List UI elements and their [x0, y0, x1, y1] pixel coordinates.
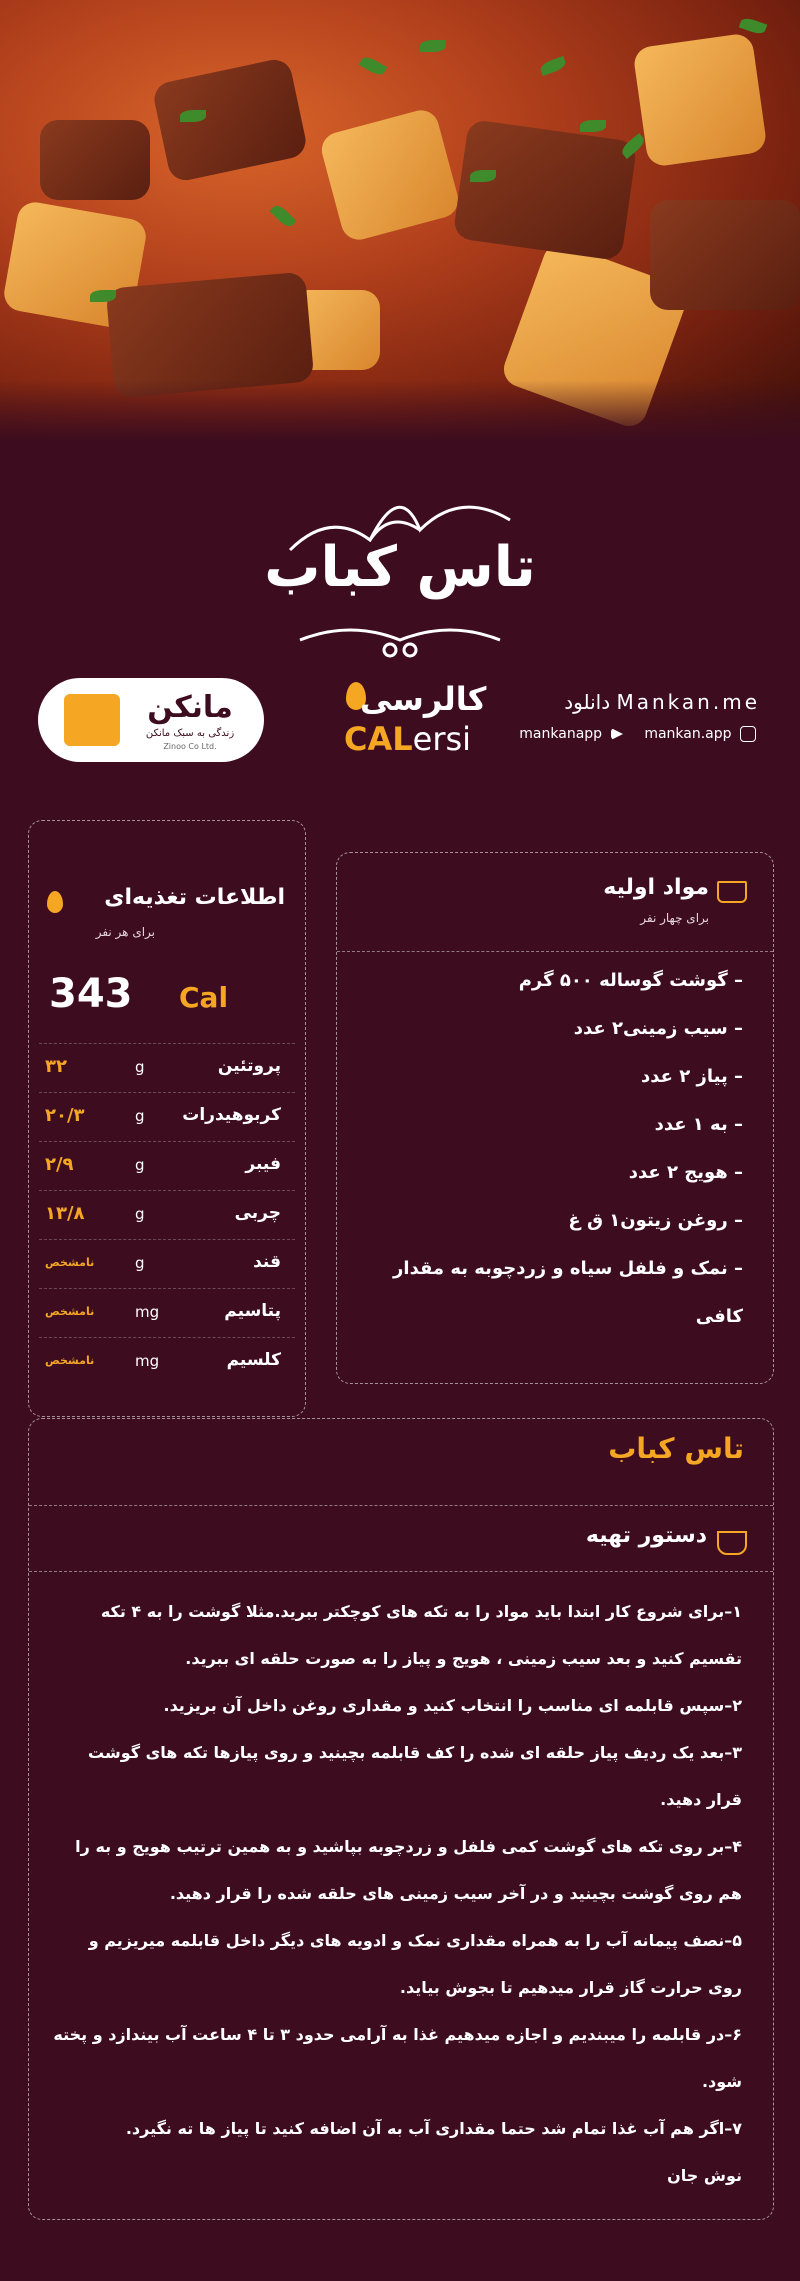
list-item: – نمک و فلفل سیاه و زردچوبه به مقدار کافی — [393, 1258, 743, 1327]
table-row — [39, 1141, 295, 1190]
download-info — [500, 690, 760, 742]
calersi-fa: کالرسی — [360, 680, 487, 718]
table-row — [39, 1239, 295, 1288]
mankan-ruler-icon — [64, 694, 120, 746]
nutrition-subtitle: برای هر نفر — [95, 925, 155, 939]
list-item: – به ۱ عدد — [654, 1114, 743, 1135]
recipe-step: ۶–در قابلمه را میبندیم و اجازه میدهیم غذا به آرامی حدود ۳ تا ۴ ساعت آب بیندازد و پخته شود. — [53, 2025, 742, 2091]
mankan-company: Zinoo Co Ltd. — [163, 742, 217, 751]
recipe-step: ۴–بر روی تکه های گوشت کمی فلفل و زردچوبه بپاشید و به همین ترتیب هویج و به را هم روی گوشت بچینید و در آخر سیب زمینی های حلقه شده را قرار دهید. — [75, 1837, 742, 1903]
recipe-steps — [52, 1588, 742, 2199]
nutrient-name: کربوهیدرات — [182, 1105, 281, 1125]
recipe-step: ۳–بعد یک ردیف پیاز حلقه ای شده را کف قابلمه بچینید و روی پیازها تکه های گوشت قرار دهید. — [88, 1743, 742, 1809]
recipe-step: ۵–نصف پیمانه آب را به همراه مقداری نمک و ادویه های دیگر داخل قابلمه میریزیم و روی حرارت گاز قرار میدهیم تا بجوش بیاید. — [88, 1931, 742, 1997]
nutrient-name: پروتئین — [217, 1056, 281, 1076]
table-row — [39, 1190, 295, 1239]
ingredients-title: مواد اولیه — [603, 875, 709, 900]
table-row — [39, 1337, 295, 1386]
nutrient-name: پتاسیم — [224, 1301, 281, 1321]
table-row — [39, 1288, 295, 1337]
list-item: – گوشت گوساله ۵۰۰ گرم — [518, 970, 743, 991]
list-item: – سیب زمینی۲ عدد — [573, 1018, 743, 1039]
calorie-value: 343 — [49, 971, 133, 1017]
nutrition-panel — [28, 820, 306, 1417]
nutrient-value: ۱۳/۸ — [45, 1203, 85, 1224]
recipe-step: نوش جان — [667, 2166, 742, 2185]
download-label: دانلود Mankan.me — [564, 690, 760, 714]
mankan-tagline: زندگی به سبک مانکن — [145, 728, 235, 739]
ingredients-subtitle: برای چهار نفر — [640, 911, 709, 925]
nutrient-name: چربی — [234, 1203, 281, 1223]
telegram-icon — [611, 728, 623, 740]
nutrient-value: نامشخص — [45, 1354, 95, 1367]
mankan-name: مانکن — [147, 690, 233, 725]
nutrition-table — [39, 1043, 295, 1386]
brand-header — [0, 440, 800, 820]
instructions-title: دستور تهیه — [585, 1523, 707, 1548]
nutrient-value: ۳۲ — [45, 1056, 67, 1077]
list-item: – هویج ۲ عدد — [628, 1162, 743, 1183]
hero-food-photo — [0, 0, 800, 440]
recipe-title: تاس کباب — [608, 1432, 744, 1465]
nutrient-unit: g — [135, 1058, 145, 1076]
nutrient-unit: g — [135, 1254, 145, 1272]
fire-icon — [47, 891, 63, 913]
list-item: – پیاز ۲ عدد — [641, 1066, 743, 1087]
dish-title: تاس کباب — [264, 535, 536, 600]
nutrition-title: اطلاعات تغذیه‌ای — [104, 885, 285, 910]
table-row — [39, 1043, 295, 1092]
nutrient-value: نامشخص — [45, 1305, 95, 1318]
nutrient-value: نامشخص — [45, 1256, 95, 1269]
ingredients-list — [353, 957, 743, 1327]
list-item: – روغن زیتون۱ ق غ — [568, 1210, 743, 1231]
pot-icon — [717, 1531, 747, 1555]
recipe-step: ۷–اگر هم آب غذا تمام شد حتما مقداری آب به آن اضافه کنید تا پیاز ها ته نگیرد. — [125, 2119, 742, 2138]
nutrient-unit: g — [135, 1107, 145, 1125]
social-links — [500, 726, 760, 742]
nutrient-value: ۲۰/۳ — [45, 1105, 85, 1126]
instagram-icon — [740, 726, 756, 742]
nutrient-name: کلسیم — [226, 1350, 281, 1370]
nutrient-unit: mg — [135, 1303, 160, 1321]
basket-icon — [717, 881, 747, 903]
calorie-unit: Cal — [179, 981, 229, 1014]
nutrient-value: ۲/۹ — [45, 1154, 74, 1175]
mankan-logo — [38, 678, 264, 762]
nutrient-unit: mg — [135, 1352, 160, 1370]
nutrient-name: قند — [253, 1252, 281, 1272]
nutrient-unit: g — [135, 1156, 145, 1174]
instagram-handle[interactable]: mankan.app — [644, 726, 732, 742]
ingredients-panel — [336, 852, 774, 1384]
calersi-logo — [330, 676, 487, 766]
telegram-handle[interactable]: mankanapp — [519, 726, 603, 742]
nutrient-unit: g — [135, 1205, 145, 1223]
recipe-step: ۱–برای شروع کار ابتدا باید مواد را به تکه های کوچکتر ببرید.مثلا گوشت را به ۴ تکه تقسیم کنید و بعد سیب زمینی ، هویج و پیاز را به صورت حلقه ای ببرید. — [100, 1602, 742, 1668]
nutrient-name: فیبر — [245, 1154, 281, 1174]
recipe-step: ۲–سپس قابلمه ای مناسب را انتخاب کنید و مقداری روغن داخل آن بریزید. — [163, 1696, 742, 1715]
table-row — [39, 1092, 295, 1141]
calersi-en: CALersi — [344, 720, 472, 758]
